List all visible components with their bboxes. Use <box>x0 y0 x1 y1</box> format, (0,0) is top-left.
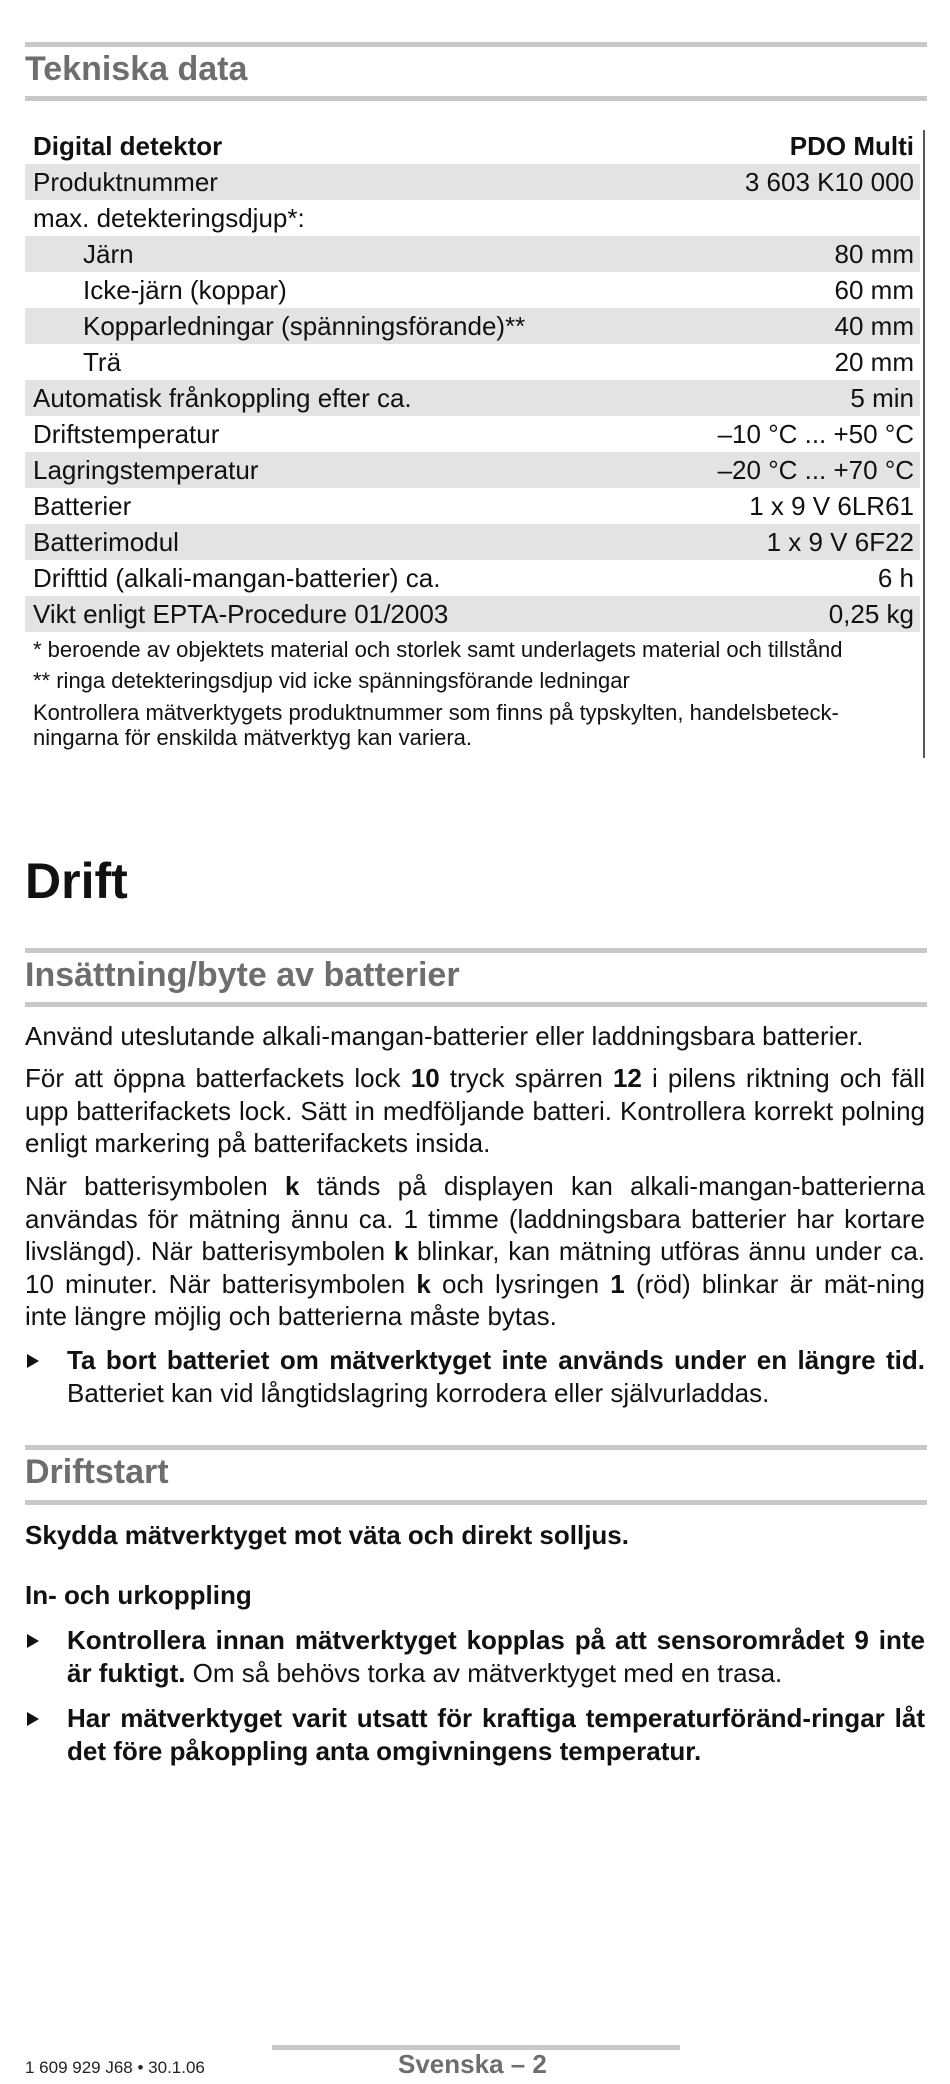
bullet-arrow-icon <box>27 1712 39 1726</box>
spec-header-label: Digital detektor <box>33 130 223 161</box>
section-rule-top <box>25 948 927 953</box>
spec-label: Lagringstemperatur <box>33 454 259 485</box>
bullet-item <box>25 1344 925 1410</box>
bullet-rest-text: Batteriet kan vid långtidslagring korrodera eller självurladdas. <box>67 1378 770 1408</box>
spec-label: Batterimodul <box>33 526 179 557</box>
spec-notes <box>25 632 920 750</box>
warning-text: Skydda mätverktyget mot väta och direkt solljus. <box>25 1520 629 1550</box>
ref-number: 12 <box>612 1063 642 1093</box>
section-title-battery: Insättning/byte av batterier <box>25 956 460 994</box>
spec-label: Batterier <box>33 490 132 521</box>
spec-value: 3 603 K10 000 <box>744 166 914 197</box>
battery-symbol-ref: k <box>416 1268 431 1299</box>
chapter-title: Drift <box>25 853 128 909</box>
spec-label: Vikt enligt EPTA-Procedure 01/2003 <box>33 598 449 629</box>
spec-value: –20 °C ... +70 °C <box>717 454 914 485</box>
spec-label: Produktnummer <box>33 166 218 197</box>
paragraph <box>25 1170 925 1333</box>
bullet-text <box>67 1624 925 1690</box>
section-title-start: Driftstart <box>25 1453 169 1491</box>
bullet-item <box>25 1702 925 1768</box>
bullet-rest-text: Om så behövs torka av mätverktyget med en trasa. <box>185 1658 783 1688</box>
footer-page-label: Svenska – 2 <box>398 2049 547 2079</box>
spec-row <box>25 452 920 488</box>
spec-label: Drifttid (alkali-mangan-batterier) ca. <box>33 562 441 593</box>
text-run: blinkar, kan mätning utföras ännu under ca. 10 minuter. När batterisymbolen <box>25 1236 926 1299</box>
spec-table <box>25 128 920 750</box>
table-side-bar <box>923 130 925 758</box>
spec-table-header <box>25 128 920 164</box>
text-run: tryck spärren <box>439 1063 613 1093</box>
ref-number: 1 <box>610 1268 625 1299</box>
spec-row <box>25 596 920 632</box>
paragraph <box>25 1062 925 1160</box>
spec-label: Automatisk frånkoppling efter ca. <box>33 382 412 413</box>
spec-row <box>25 164 920 200</box>
spec-value: 80 mm <box>834 238 914 269</box>
bullet-arrow-icon <box>27 1634 39 1648</box>
spec-value: 60 mm <box>834 274 914 305</box>
footer-doc-code: 1 609 929 J68 • 30.1.06 <box>25 2058 205 2077</box>
battery-symbol-ref: k <box>285 1171 300 1201</box>
text-run: (röd) blinkar är mät-ning inte längre möjlig och batterierna måste bytas. <box>25 1268 925 1331</box>
section-title-tech: Tekniska data <box>25 50 248 88</box>
spec-value: 20 mm <box>834 346 914 377</box>
section-rule-top <box>25 1445 927 1450</box>
spec-row <box>25 272 920 308</box>
spec-value: 6 h <box>877 562 914 593</box>
spec-row <box>25 416 920 452</box>
spec-row <box>25 380 920 416</box>
bullet-bold-text: Kontrollera innan mätverktyget kopplas på att sensorområdet 9 inte är fuktigt. <box>67 1625 925 1688</box>
bullet-text <box>67 1344 925 1410</box>
spec-label: Icke-järn (koppar) <box>83 274 287 305</box>
spec-label: Driftstemperatur <box>33 418 220 449</box>
spec-row <box>25 308 920 344</box>
section-rule-bottom <box>25 96 927 101</box>
spec-value: –10 °C ... +50 °C <box>717 418 914 449</box>
spec-row <box>25 344 920 380</box>
section-rule-bottom <box>25 1002 927 1007</box>
spec-label: max. detekteringsdjup*: <box>33 202 305 233</box>
spec-label: Järn <box>83 238 134 269</box>
section-rule-bottom <box>25 1500 927 1505</box>
spec-header-value: PDO Multi <box>789 130 914 161</box>
battery-symbol-ref: k <box>393 1236 409 1266</box>
spec-row <box>25 200 920 236</box>
spec-value: 0,25 kg <box>828 598 914 629</box>
subsection-title: In- och urkoppling <box>25 1580 252 1610</box>
spec-label: Trä <box>83 346 122 377</box>
bullet-item <box>25 1624 925 1690</box>
text-run: För att öppna batterfackets lock <box>25 1063 411 1093</box>
spec-value: 5 min <box>850 382 914 413</box>
paragraph: Använd uteslutande alkali-mangan-batterier eller laddningsbara batterier. <box>25 1021 864 1051</box>
spec-row <box>25 236 920 272</box>
spec-value: 1 x 9 V 6LR61 <box>749 490 914 521</box>
spec-label: Kopparledningar (spänningsförande)** <box>83 310 526 341</box>
spec-row <box>25 524 920 560</box>
bullet-text: Har mätverktyget varit utsatt för kraftiga temperaturföränd-ringar låt det före påkoppling anta omgivningens temperatur. <box>67 1703 925 1766</box>
spec-row <box>25 488 920 524</box>
ref-number: 10 <box>410 1063 440 1093</box>
text-run: tänds på displayen kan alkali-mangan-batterierna användas för mätning ännu ca. 1 timme (laddningsbara batterier har kortare livslängd). När batterisymbolen <box>25 1171 925 1266</box>
bullet-bold-text: Ta bort batteriet om mätverktyget inte används under en längre tid. <box>67 1345 925 1375</box>
footnote: * beroende av objektets material och storlek samt underlagets material och tillstånd <box>33 637 843 662</box>
text-run: i pilens riktning och fäll upp batterifackets lock. Sätt in medföljande batteri. Kontrollera korrekt polning enligt markering på batterifackets insida. <box>25 1063 925 1158</box>
spec-value: 40 mm <box>834 310 914 341</box>
spec-value: 1 x 9 V 6F22 <box>766 526 914 557</box>
text-run: och lysringen <box>430 1268 611 1299</box>
spec-row <box>25 560 920 596</box>
footnote: Kontrollera mätverktygets produktnummer som finns på typskylten, handelsbeteck-ningarna för enskilda mätverktyg kan variera. <box>33 700 839 750</box>
footnote: ** ringa detekteringsdjup vid icke spänningsförande ledningar <box>33 668 630 693</box>
bullet-arrow-icon <box>27 1354 39 1368</box>
section-rule-top <box>25 42 927 47</box>
text-run: När batterisymbolen <box>25 1171 285 1201</box>
